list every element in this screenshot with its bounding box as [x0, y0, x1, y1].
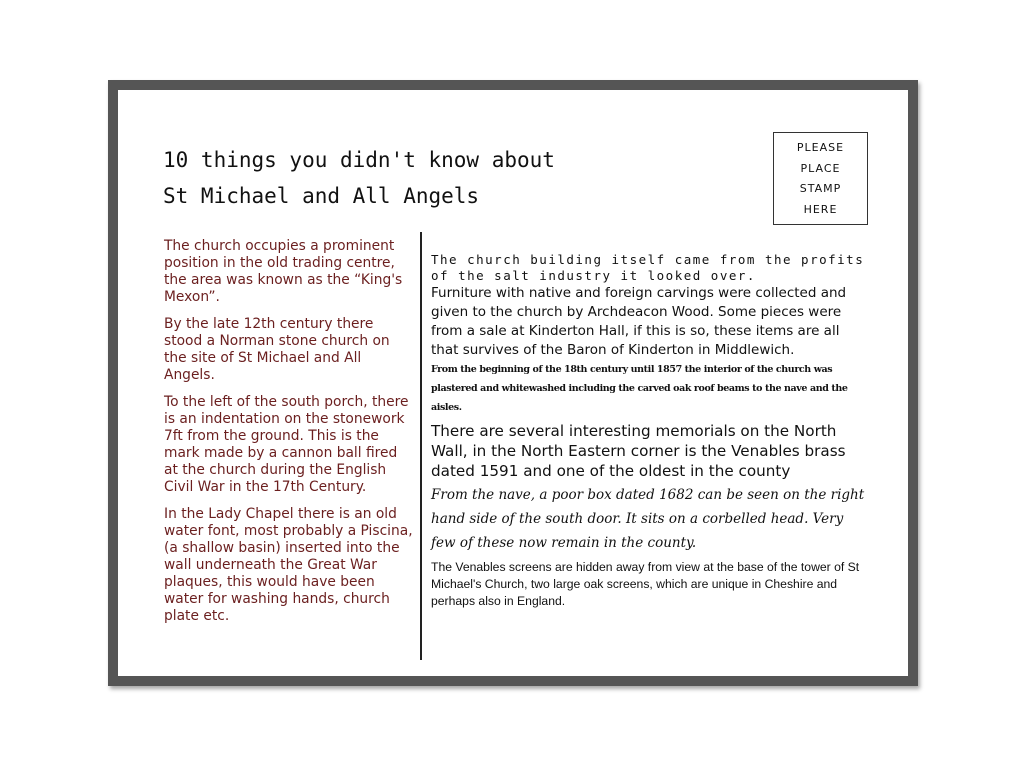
screens-fact: The Venables screens are hidden away from view at the base of the tower of St Michael's Church, two large oak screens, which are unique in Cheshire and perhaps also in England. — [431, 560, 860, 608]
postcard — [108, 80, 918, 686]
fact-paragraph: To the left of the south porch, there is an indentation on the stonework 7ft from the ground. This is the mark made by a cannon ball fired at the church during the English Civil War in the 17th Century. — [164, 394, 409, 495]
column-divider — [420, 232, 422, 660]
postcard-title — [163, 142, 555, 214]
furniture-fact: Furniture with native and foreign carvings were collected and given to the church by Archdeacon Wood. Some pieces were from a sale at Kinderton Hall, if this is so, these items are all that survives of the Baron of Kinderton in Middlewich. — [431, 285, 847, 358]
title-line-1: 10 things you didn't know about — [163, 148, 555, 172]
salt-industry-fact: The church building itself came from the profits of the salt industry it looked over. — [431, 252, 865, 283]
stamp-text-3: STAMP — [799, 182, 842, 196]
title-line-2: St Michael and All Angels — [163, 184, 480, 208]
stamp-box — [773, 132, 868, 225]
plastered-fact: From the beginning of the 18th century until 1857 the interior of the church was plastered and whitewashed including the carved oak roof beams to the nave and the aisles. — [431, 364, 848, 413]
fact-paragraph: In the Lady Chapel there is an old water font, most probably a Piscina, (a shallow basin) inserted into the wall underneath the Great War plaques, this would have been water for washing hands, church plate etc. — [164, 506, 413, 624]
fact-paragraph: The church occupies a prominent position in the old trading centre, the area was known as the “King's Mexon”. — [164, 238, 403, 305]
stamp-text-2: PLACE — [800, 161, 841, 175]
stamp-text-1: PLEASE — [796, 140, 845, 154]
poor-box-fact: From the nave, a poor box dated 1682 can be seen on the right hand side of the south door. It sits on a corbelled head. Very few of these now remain in the county. — [431, 487, 865, 551]
memorials-fact: There are several interesting memorials on the North Wall, in the North Eastern corner is the Venables brass dated 1591 and one of the oldest in the county — [431, 422, 846, 480]
stamp-text-4: HERE — [803, 203, 838, 217]
left-column — [164, 238, 414, 635]
right-column — [431, 252, 871, 610]
fact-paragraph: By the late 12th century there stood a Norman stone church on the site of St Michael and All Angels. — [164, 316, 390, 383]
